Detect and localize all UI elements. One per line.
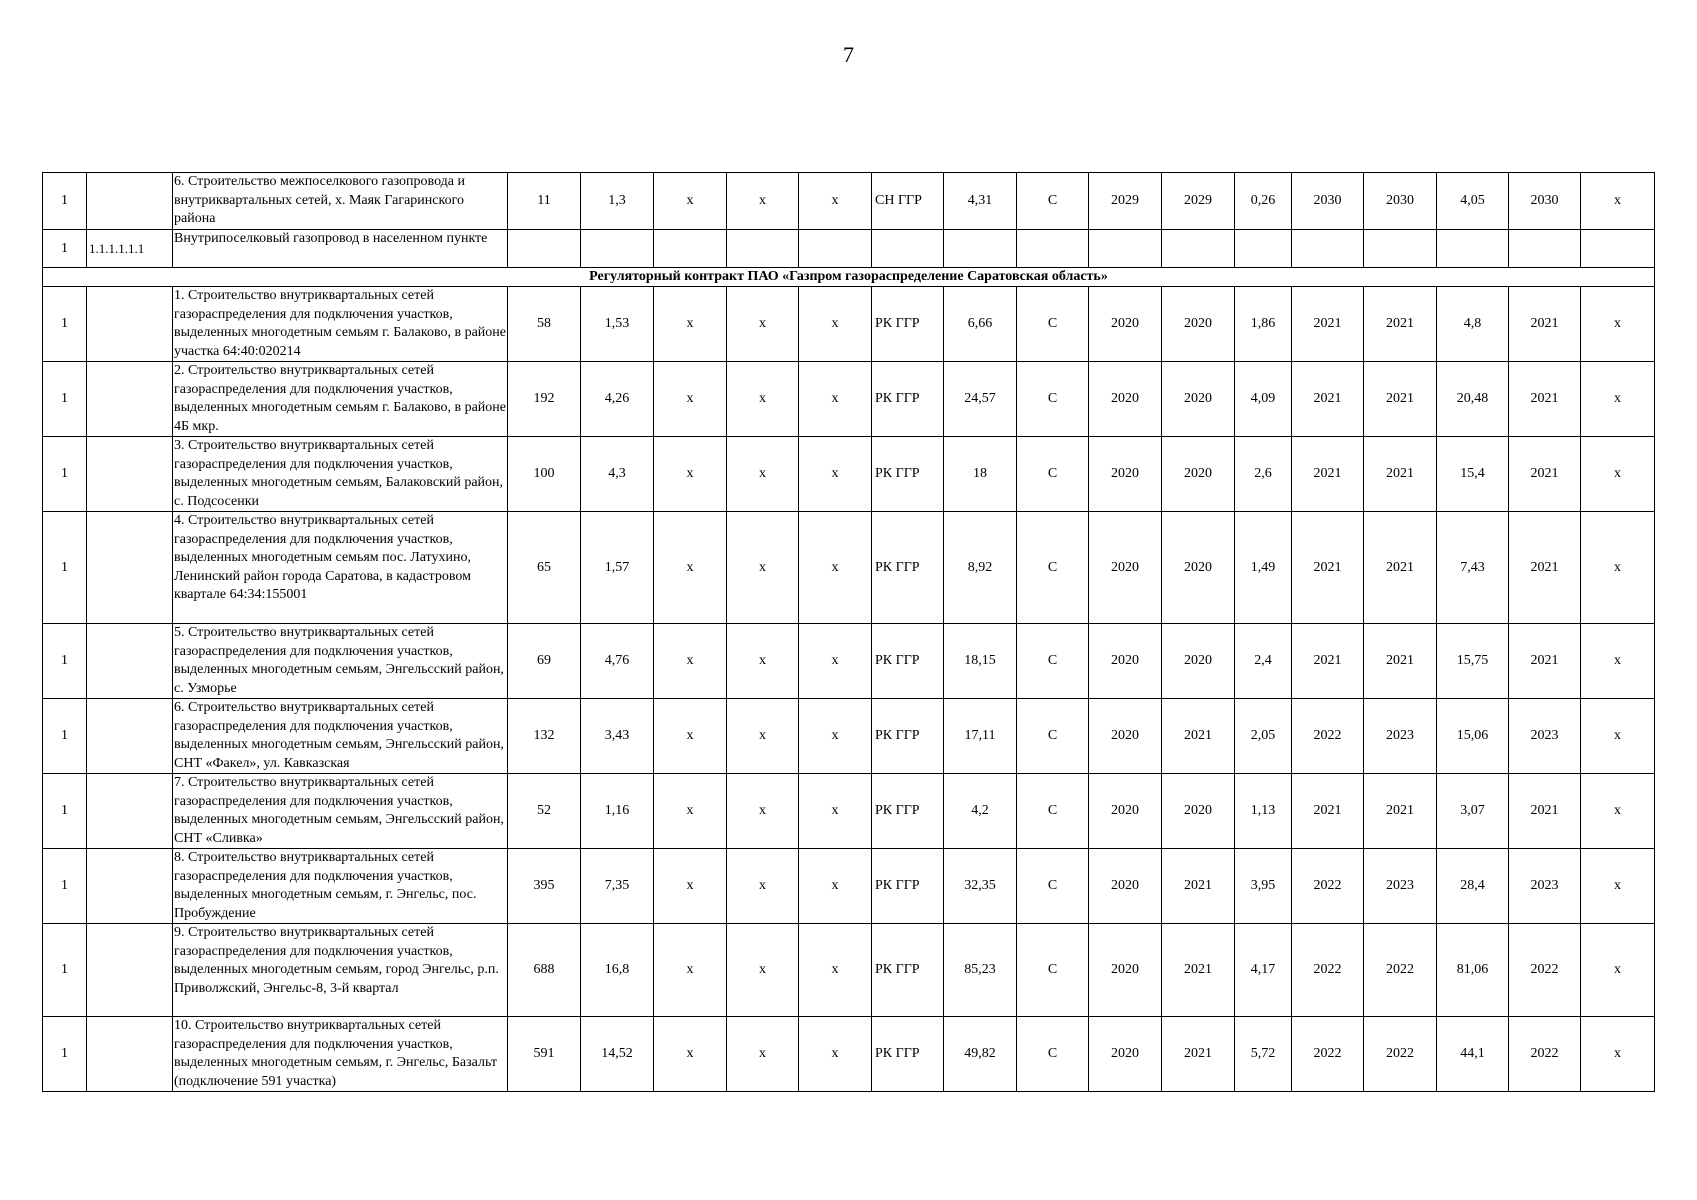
value-cell: х bbox=[799, 699, 872, 774]
value-cell: 2,05 bbox=[1235, 699, 1292, 774]
value-cell: 2020 bbox=[1162, 362, 1235, 437]
value-cell: х bbox=[1581, 173, 1655, 230]
table-row bbox=[43, 512, 1655, 624]
description-cell: 1. Строительство внутриквартальных сетей газораспределения для подключения участков, выделенных многодетным семьям г. Балаково, в районе участка 64:40:020214 bbox=[173, 287, 508, 362]
value-cell: 2021 bbox=[1162, 924, 1235, 1017]
value-cell: 49,82 bbox=[944, 1017, 1017, 1092]
value-cell: 4,31 bbox=[944, 173, 1017, 230]
value-cell: 3,07 bbox=[1437, 774, 1509, 849]
value-cell bbox=[1162, 230, 1235, 268]
value-cell: х bbox=[654, 287, 727, 362]
value-cell: 16,8 bbox=[581, 924, 654, 1017]
section-title: Регуляторный контракт ПАО «Газпром газораспределение Саратовская область» bbox=[43, 268, 1655, 287]
value-cell: С bbox=[1017, 924, 1089, 1017]
value-cell: х bbox=[1581, 624, 1655, 699]
value-cell bbox=[654, 230, 727, 268]
value-cell: х bbox=[654, 1017, 727, 1092]
value-cell: х bbox=[727, 437, 799, 512]
value-cell: С bbox=[1017, 437, 1089, 512]
value-cell: х bbox=[654, 624, 727, 699]
value-cell: х bbox=[727, 512, 799, 624]
type-cell: РК ГГР bbox=[872, 774, 944, 849]
value-cell: х bbox=[799, 849, 872, 924]
value-cell: 17,11 bbox=[944, 699, 1017, 774]
value-cell: 2021 bbox=[1292, 287, 1364, 362]
value-cell: х bbox=[799, 924, 872, 1017]
table-row bbox=[43, 173, 1655, 230]
value-cell: 591 bbox=[508, 1017, 581, 1092]
value-cell bbox=[1509, 230, 1581, 268]
value-cell: х bbox=[727, 624, 799, 699]
col-1-cell: 1 bbox=[43, 287, 87, 362]
value-cell: 2022 bbox=[1509, 924, 1581, 1017]
value-cell: х bbox=[727, 1017, 799, 1092]
value-cell bbox=[508, 230, 581, 268]
description-cell: 9. Строительство внутриквартальных сетей газораспределения для подключения участков, выделенных многодетным семьям, город Энгельс, р.п. Приволжский, Энгельс-8, 3-й квартал bbox=[173, 924, 508, 1017]
value-cell: 2022 bbox=[1292, 699, 1364, 774]
value-cell bbox=[1364, 230, 1437, 268]
value-cell: 688 bbox=[508, 924, 581, 1017]
value-cell: х bbox=[654, 849, 727, 924]
value-cell: 3,95 bbox=[1235, 849, 1292, 924]
value-cell: 2021 bbox=[1509, 287, 1581, 362]
value-cell: 2023 bbox=[1509, 699, 1581, 774]
type-cell: РК ГГР bbox=[872, 512, 944, 624]
value-cell: 2021 bbox=[1509, 437, 1581, 512]
col-1-cell: 1 bbox=[43, 624, 87, 699]
value-cell: 28,4 bbox=[1437, 849, 1509, 924]
value-cell bbox=[1292, 230, 1364, 268]
value-cell: х bbox=[1581, 287, 1655, 362]
value-cell: 192 bbox=[508, 362, 581, 437]
value-cell: 5,72 bbox=[1235, 1017, 1292, 1092]
code-cell bbox=[87, 624, 173, 699]
value-cell: х bbox=[1581, 774, 1655, 849]
table-row bbox=[43, 230, 1655, 268]
description-cell: Внутрипоселковый газопровод в населенном пункте bbox=[173, 230, 508, 268]
value-cell: х bbox=[727, 699, 799, 774]
value-cell: 85,23 bbox=[944, 924, 1017, 1017]
value-cell bbox=[1235, 230, 1292, 268]
value-cell: х bbox=[799, 437, 872, 512]
value-cell: С bbox=[1017, 1017, 1089, 1092]
value-cell: х bbox=[654, 774, 727, 849]
value-cell: 18 bbox=[944, 437, 1017, 512]
value-cell: 2020 bbox=[1089, 924, 1162, 1017]
code-cell bbox=[87, 699, 173, 774]
col-1-cell: 1 bbox=[43, 230, 87, 268]
description-cell: 4. Строительство внутриквартальных сетей газораспределения для подключения участков, выделенных многодетным семьям пос. Латухино, Ленинский район города Саратова, в кадастровом квартале 64:34:155001 bbox=[173, 512, 508, 624]
value-cell: 4,76 bbox=[581, 624, 654, 699]
value-cell: 2023 bbox=[1364, 849, 1437, 924]
col-1-cell: 1 bbox=[43, 774, 87, 849]
value-cell: 44,1 bbox=[1437, 1017, 1509, 1092]
value-cell: 2021 bbox=[1292, 437, 1364, 512]
value-cell: 69 bbox=[508, 624, 581, 699]
description-cell: 7. Строительство внутриквартальных сетей газораспределения для подключения участков, выделенных многодетным семьям, Энгельсский район, СНТ «Сливка» bbox=[173, 774, 508, 849]
value-cell: 2020 bbox=[1162, 512, 1235, 624]
value-cell: х bbox=[727, 362, 799, 437]
value-cell: 2022 bbox=[1509, 1017, 1581, 1092]
value-cell: 2021 bbox=[1162, 699, 1235, 774]
value-cell: С bbox=[1017, 362, 1089, 437]
value-cell: 2021 bbox=[1292, 624, 1364, 699]
value-cell: 2020 bbox=[1162, 287, 1235, 362]
value-cell: х bbox=[799, 362, 872, 437]
investment-program-table bbox=[42, 172, 1655, 1092]
description-cell: 5. Строительство внутриквартальных сетей газораспределения для подключения участков, выделенных многодетным семьям, Энгельсский район, с. Узморье bbox=[173, 624, 508, 699]
code-cell bbox=[87, 173, 173, 230]
code-cell bbox=[87, 1017, 173, 1092]
code-cell bbox=[87, 437, 173, 512]
value-cell: 14,52 bbox=[581, 1017, 654, 1092]
value-cell: х bbox=[1581, 849, 1655, 924]
value-cell: С bbox=[1017, 849, 1089, 924]
value-cell: 15,06 bbox=[1437, 699, 1509, 774]
value-cell bbox=[1089, 230, 1162, 268]
page-number: 7 bbox=[843, 42, 854, 67]
value-cell: 4,17 bbox=[1235, 924, 1292, 1017]
col-1-cell: 1 bbox=[43, 1017, 87, 1092]
value-cell: х bbox=[799, 774, 872, 849]
table-row bbox=[43, 849, 1655, 924]
value-cell: 2021 bbox=[1364, 774, 1437, 849]
value-cell: 2023 bbox=[1364, 699, 1437, 774]
table-row bbox=[43, 774, 1655, 849]
value-cell: 4,26 bbox=[581, 362, 654, 437]
value-cell: 11 bbox=[508, 173, 581, 230]
code-cell bbox=[87, 924, 173, 1017]
value-cell: х bbox=[1581, 437, 1655, 512]
type-cell: РК ГГР bbox=[872, 624, 944, 699]
value-cell: 2021 bbox=[1509, 774, 1581, 849]
value-cell: 2022 bbox=[1292, 1017, 1364, 1092]
value-cell: 2029 bbox=[1162, 173, 1235, 230]
value-cell: 100 bbox=[508, 437, 581, 512]
type-cell: РК ГГР bbox=[872, 699, 944, 774]
value-cell: 2023 bbox=[1509, 849, 1581, 924]
value-cell: 6,66 bbox=[944, 287, 1017, 362]
value-cell: 0,26 bbox=[1235, 173, 1292, 230]
value-cell bbox=[1437, 230, 1509, 268]
value-cell: 2029 bbox=[1089, 173, 1162, 230]
value-cell: х bbox=[1581, 362, 1655, 437]
value-cell: 2022 bbox=[1292, 924, 1364, 1017]
value-cell: С bbox=[1017, 173, 1089, 230]
value-cell: 4,09 bbox=[1235, 362, 1292, 437]
value-cell: 20,48 bbox=[1437, 362, 1509, 437]
value-cell: 2021 bbox=[1292, 512, 1364, 624]
col-1-cell: 1 bbox=[43, 699, 87, 774]
value-cell: х bbox=[799, 624, 872, 699]
value-cell: х bbox=[727, 924, 799, 1017]
value-cell: С bbox=[1017, 624, 1089, 699]
type-cell: РК ГГР bbox=[872, 362, 944, 437]
value-cell: 15,4 bbox=[1437, 437, 1509, 512]
value-cell: 2030 bbox=[1364, 173, 1437, 230]
value-cell: 1,16 bbox=[581, 774, 654, 849]
value-cell: 7,35 bbox=[581, 849, 654, 924]
type-cell: РК ГГР bbox=[872, 437, 944, 512]
value-cell: х bbox=[654, 512, 727, 624]
value-cell: С bbox=[1017, 512, 1089, 624]
value-cell: 4,2 bbox=[944, 774, 1017, 849]
value-cell bbox=[727, 230, 799, 268]
type-cell bbox=[872, 230, 944, 268]
value-cell: 1,86 bbox=[1235, 287, 1292, 362]
col-1-cell: 1 bbox=[43, 924, 87, 1017]
description-cell: 10. Строительство внутриквартальных сетей газораспределения для подключения участков, выделенных многодетным семьям, г. Энгельс, Базальт (подключение 591 участка) bbox=[173, 1017, 508, 1092]
description-cell: 2. Строительство внутриквартальных сетей газораспределения для подключения участков, выделенных многодетным семьям г. Балаково, в районе 4Б мкр. bbox=[173, 362, 508, 437]
value-cell: х bbox=[727, 849, 799, 924]
value-cell bbox=[1581, 230, 1655, 268]
table-row bbox=[43, 1017, 1655, 1092]
code-cell bbox=[87, 287, 173, 362]
value-cell: 7,43 bbox=[1437, 512, 1509, 624]
col-1-cell: 1 bbox=[43, 849, 87, 924]
code-cell bbox=[87, 512, 173, 624]
value-cell: 8,92 bbox=[944, 512, 1017, 624]
value-cell: 132 bbox=[508, 699, 581, 774]
value-cell: 2021 bbox=[1292, 774, 1364, 849]
value-cell: 2020 bbox=[1089, 624, 1162, 699]
value-cell: х bbox=[727, 287, 799, 362]
description-cell: 3. Строительство внутриквартальных сетей газораспределения для подключения участков, выделенных многодетным семьям, Балаковский район, с. Подсосенки bbox=[173, 437, 508, 512]
col-1-cell: 1 bbox=[43, 362, 87, 437]
value-cell: 24,57 bbox=[944, 362, 1017, 437]
value-cell: 2020 bbox=[1089, 437, 1162, 512]
value-cell: х bbox=[799, 173, 872, 230]
type-cell: СН ГГР bbox=[872, 173, 944, 230]
table-row bbox=[43, 699, 1655, 774]
value-cell: 2030 bbox=[1509, 173, 1581, 230]
value-cell: 81,06 bbox=[1437, 924, 1509, 1017]
value-cell: 1,53 bbox=[581, 287, 654, 362]
value-cell: 2020 bbox=[1089, 287, 1162, 362]
value-cell: 4,05 bbox=[1437, 173, 1509, 230]
value-cell: 4,3 bbox=[581, 437, 654, 512]
value-cell: х bbox=[654, 362, 727, 437]
value-cell: 2020 bbox=[1162, 774, 1235, 849]
value-cell: 2020 bbox=[1089, 774, 1162, 849]
value-cell: 1,57 bbox=[581, 512, 654, 624]
value-cell: 2,4 bbox=[1235, 624, 1292, 699]
value-cell: 18,15 bbox=[944, 624, 1017, 699]
value-cell: 2021 bbox=[1162, 1017, 1235, 1092]
value-cell: 1,3 bbox=[581, 173, 654, 230]
type-cell: РК ГГР bbox=[872, 1017, 944, 1092]
value-cell: х bbox=[1581, 512, 1655, 624]
value-cell: 4,8 bbox=[1437, 287, 1509, 362]
code-cell bbox=[87, 774, 173, 849]
table-row bbox=[43, 924, 1655, 1017]
value-cell: 395 bbox=[508, 849, 581, 924]
section-header-row bbox=[43, 268, 1655, 287]
value-cell: 2021 bbox=[1364, 437, 1437, 512]
value-cell: х bbox=[654, 173, 727, 230]
code-cell bbox=[87, 849, 173, 924]
value-cell: 2020 bbox=[1089, 699, 1162, 774]
table-row bbox=[43, 624, 1655, 699]
value-cell: 2020 bbox=[1162, 437, 1235, 512]
value-cell bbox=[581, 230, 654, 268]
value-cell: 2020 bbox=[1089, 1017, 1162, 1092]
value-cell: х bbox=[727, 774, 799, 849]
value-cell: 2021 bbox=[1292, 362, 1364, 437]
value-cell: С bbox=[1017, 287, 1089, 362]
value-cell: 2022 bbox=[1292, 849, 1364, 924]
table-row bbox=[43, 437, 1655, 512]
description-cell: 6. Строительство межпоселкового газопровода и внутриквартальных сетей, х. Маяк Гагаринского района bbox=[173, 173, 508, 230]
value-cell: 2022 bbox=[1364, 924, 1437, 1017]
value-cell: 1,49 bbox=[1235, 512, 1292, 624]
value-cell: 58 bbox=[508, 287, 581, 362]
col-1-cell: 1 bbox=[43, 173, 87, 230]
table-row bbox=[43, 362, 1655, 437]
value-cell bbox=[944, 230, 1017, 268]
value-cell: 2021 bbox=[1364, 362, 1437, 437]
type-cell: РК ГГР bbox=[872, 287, 944, 362]
value-cell: х bbox=[1581, 699, 1655, 774]
col-1-cell: 1 bbox=[43, 437, 87, 512]
value-cell: 32,35 bbox=[944, 849, 1017, 924]
value-cell: 2030 bbox=[1292, 173, 1364, 230]
value-cell: 2021 bbox=[1364, 624, 1437, 699]
description-cell: 8. Строительство внутриквартальных сетей газораспределения для подключения участков, выделенных многодетным семьям, г. Энгельс, пос. Пробуждение bbox=[173, 849, 508, 924]
value-cell: С bbox=[1017, 774, 1089, 849]
col-1-cell: 1 bbox=[43, 512, 87, 624]
value-cell: 52 bbox=[508, 774, 581, 849]
value-cell: х bbox=[727, 173, 799, 230]
value-cell: 2021 bbox=[1364, 287, 1437, 362]
value-cell: х bbox=[799, 287, 872, 362]
type-cell: РК ГГР bbox=[872, 849, 944, 924]
value-cell: 2022 bbox=[1364, 1017, 1437, 1092]
value-cell: 2021 bbox=[1364, 512, 1437, 624]
value-cell: 15,75 bbox=[1437, 624, 1509, 699]
value-cell: х bbox=[1581, 1017, 1655, 1092]
value-cell: 2021 bbox=[1509, 624, 1581, 699]
value-cell: х bbox=[654, 699, 727, 774]
value-cell: 2020 bbox=[1162, 624, 1235, 699]
value-cell: х bbox=[654, 924, 727, 1017]
value-cell: х bbox=[799, 512, 872, 624]
value-cell: 2021 bbox=[1509, 362, 1581, 437]
value-cell: 2021 bbox=[1162, 849, 1235, 924]
value-cell: 3,43 bbox=[581, 699, 654, 774]
value-cell: х bbox=[654, 437, 727, 512]
type-cell: РК ГГР bbox=[872, 924, 944, 1017]
description-cell: 6. Строительство внутриквартальных сетей газораспределения для подключения участков, выделенных многодетным семьям, Энгельсский район, СНТ «Факел», ул. Кавказская bbox=[173, 699, 508, 774]
value-cell: х bbox=[1581, 924, 1655, 1017]
value-cell bbox=[1017, 230, 1089, 268]
value-cell bbox=[799, 230, 872, 268]
code-cell bbox=[87, 362, 173, 437]
code-cell: 1.1.1.1.1.1 bbox=[87, 230, 173, 268]
value-cell: 2020 bbox=[1089, 512, 1162, 624]
table-row bbox=[43, 287, 1655, 362]
value-cell: 2020 bbox=[1089, 362, 1162, 437]
value-cell: 2020 bbox=[1089, 849, 1162, 924]
value-cell: 2021 bbox=[1509, 512, 1581, 624]
value-cell: 2,6 bbox=[1235, 437, 1292, 512]
value-cell: 65 bbox=[508, 512, 581, 624]
value-cell: х bbox=[799, 1017, 872, 1092]
value-cell: 1,13 bbox=[1235, 774, 1292, 849]
value-cell: С bbox=[1017, 699, 1089, 774]
